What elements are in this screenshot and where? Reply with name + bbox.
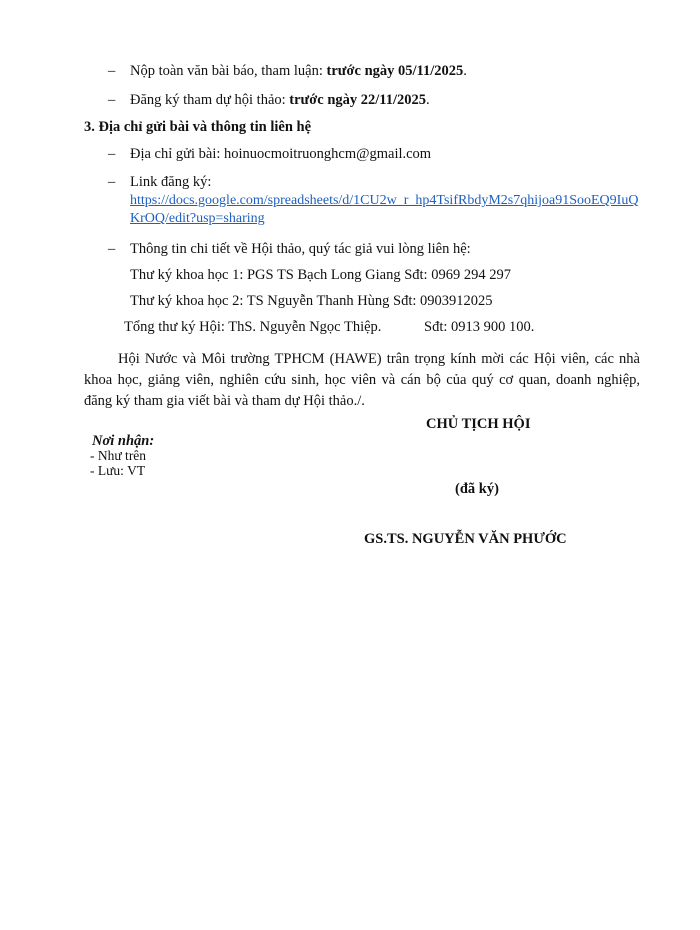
list-dash: – [108, 174, 116, 190]
deadline-register-date: trước ngày 22/11/2025 [289, 92, 427, 108]
deadline-paper [130, 62, 467, 80]
contact-intro: Thông tin chi tiết về Hội thảo, quý tác giả vui lòng liên hệ: [130, 241, 471, 257]
deadline-paper-end: . [463, 63, 467, 79]
contact-general-secretary: Tổng thư ký Hội: ThS. Nguyễn Ngọc Thiệp. [124, 319, 382, 335]
register-label: Link đăng ký: [130, 174, 212, 190]
deadline-register-end: . [426, 92, 430, 108]
contact-secretary-1: Thư ký khoa học 1: PGS TS Bạch Long Giang Sđt: 0969 294 297 [130, 267, 511, 283]
signature-name: GS.TS. NGUYỄN VĂN PHƯỚC [364, 531, 567, 547]
recipients-title: Nơi nhận: [92, 433, 155, 449]
deadline-paper-text: Nộp toàn văn bài báo, tham luận: [130, 63, 327, 79]
list-dash: – [108, 63, 116, 79]
invitation-paragraph: Hội Nước và Môi trường TPHCM (HAWE) trân trọng kính mời các Hội viên, các nhà khoa học, giảng viên, nghiên cứu sinh, học viên và cán bộ của quý cơ quan, doanh nghiệp, đăng ký tham gia viết bài và tham dự Hội thảo./. [84, 351, 640, 409]
deadline-paper-date: trước ngày 05/11/2025 [326, 63, 464, 79]
deadline-register-text: Đăng ký tham dự hội thảo: [130, 92, 290, 108]
signature-signed: (đã ký) [455, 481, 499, 497]
register-link-line2[interactable]: KrOQ/edit?usp=sharing [130, 211, 265, 226]
submission-address: Địa chỉ gửi bài: hoinuocmoitruonghcm@gmail.com [130, 146, 432, 162]
section-3-heading: 3. Địa chỉ gửi bài và thông tin liên hệ [84, 119, 312, 135]
recipient-item: - Lưu: VT [90, 463, 146, 478]
contact-secretary-2: Thư ký khoa học 2: TS Nguyễn Thanh Hùng Sđt: 0903912025 [130, 293, 493, 309]
deadline-register [130, 91, 430, 109]
contact-general-secretary-phone: Sđt: 0913 900 100. [424, 319, 535, 335]
recipient-item: - Như trên [90, 448, 147, 463]
list-dash: – [108, 92, 116, 108]
register-link-line1[interactable]: https://docs.google.com/spreadsheets/d/1CU2w_r_hp4TsifRbdyM2s7qhijoa91SooEQ9IuQ [130, 193, 639, 208]
signature-position: CHỦ TỊCH HỘI [426, 416, 531, 432]
list-dash: – [108, 146, 116, 162]
list-dash: – [108, 241, 116, 257]
